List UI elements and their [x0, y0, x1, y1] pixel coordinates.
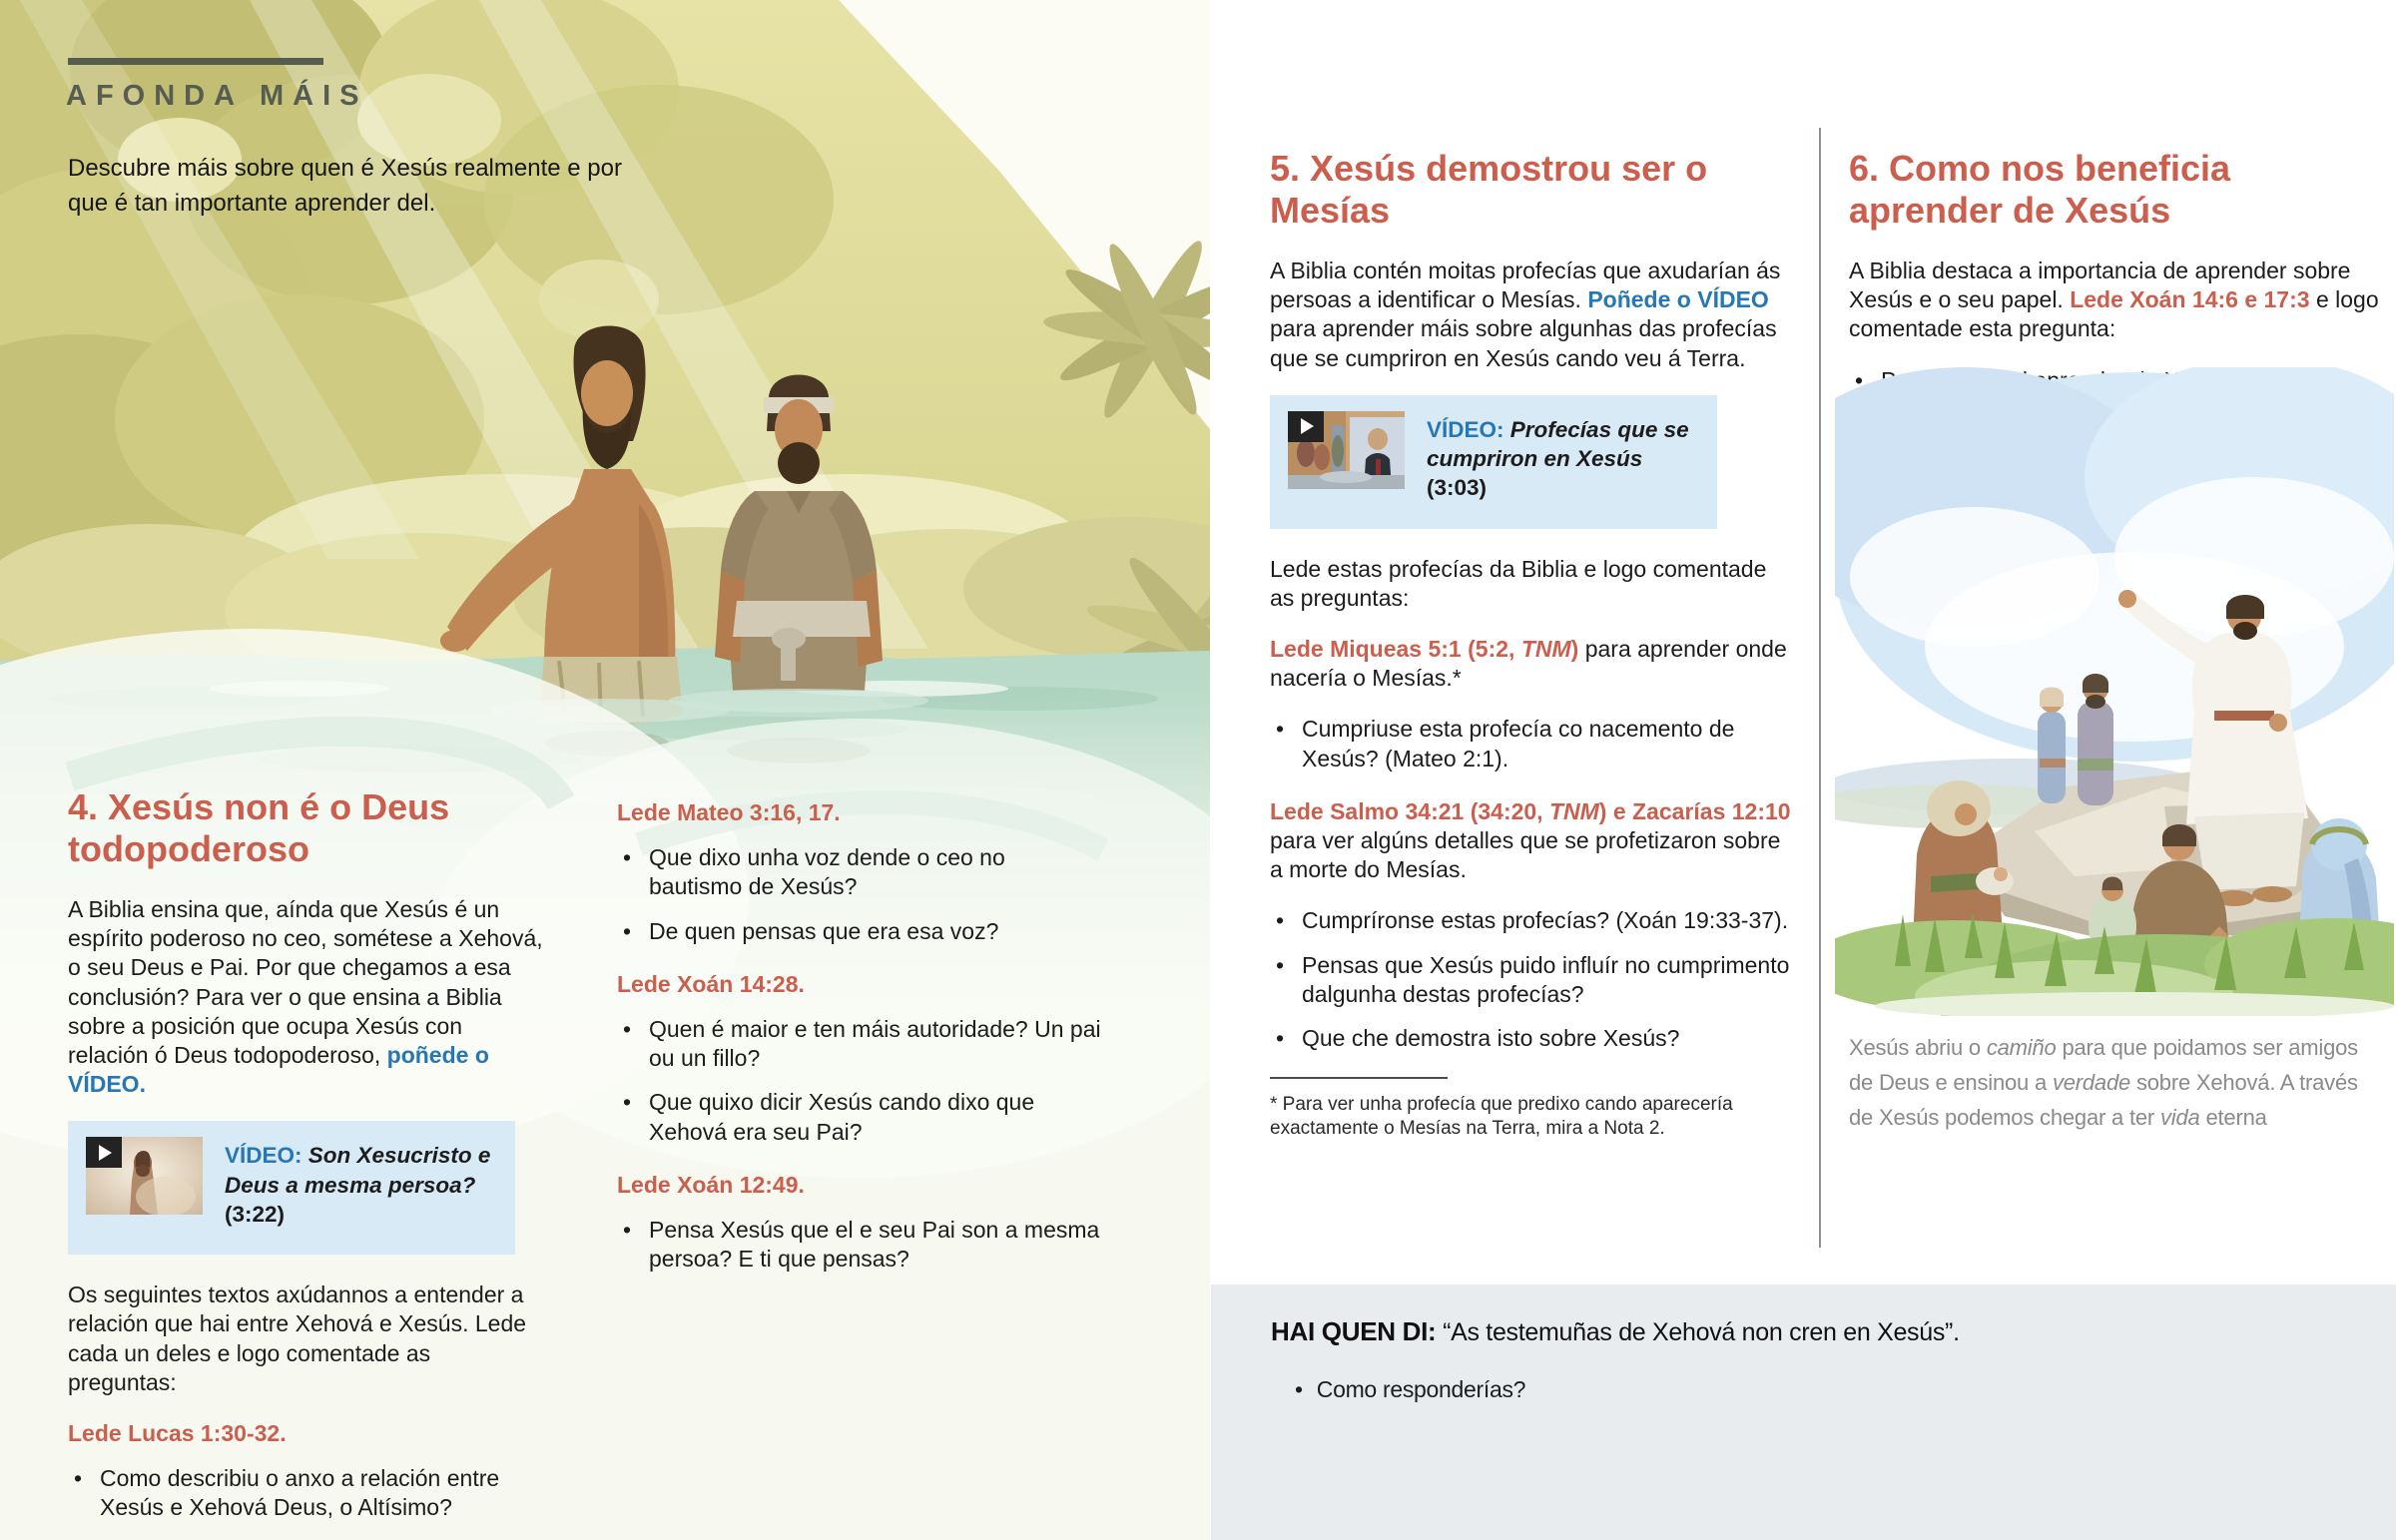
video-link-2[interactable]: Poñede o VÍDEO [1587, 286, 1769, 313]
objection-line [1271, 1316, 1960, 1347]
video-box-1[interactable] [68, 1121, 515, 1255]
section4-ref4-questions [617, 1216, 1102, 1274]
scripture-ref-xoan-14-6: Lede Xoán 14:6 e 17:3 [2070, 286, 2310, 313]
question-item: • Quen é maior e ten máis autoridade? Un pai ou un fillo? [617, 1015, 1102, 1073]
section5-miqueas-questions [1270, 715, 1797, 772]
scripture-ref-xoan-12-49: Lede Xoán 12:49. [617, 1171, 805, 1198]
question-item: • Que dixo unha voz dende o ceo no bautismo de Xesús? [617, 843, 1102, 901]
play-icon[interactable] [1288, 411, 1324, 442]
illustration-caption [1849, 1030, 2368, 1136]
video-thumbnail-1[interactable] [86, 1137, 203, 1215]
section5-paragraph-1 [1270, 257, 1797, 373]
ref-text: Lede Salmo 34:21 (34:20, [1270, 797, 1549, 824]
section5-miqueas-paragraph [1270, 635, 1797, 693]
video-duration-2: (3:03) [1427, 475, 1488, 501]
question-item: • Como describiu o anxo a relación entre Xesús e Xehová Deus, o Altísimo? [68, 1464, 545, 1522]
objection-question: • Como responderías? [1295, 1376, 1525, 1403]
section4-ref2-questions [617, 843, 1102, 946]
intro-text: Descubre máis sobre quen é Xesús realmente e por que é tan importante aprender del. [68, 155, 622, 217]
section6-paragraph-1-text: A Biblia destaca a importancia de aprender sobre Xesús e o seu papel. [1849, 257, 2351, 313]
video-caption-2 [1427, 411, 1699, 503]
caption-text: para que poidamos ser amigos de Deus e ensinou a [1849, 1035, 2358, 1096]
section4-paragraph-1 [68, 895, 545, 1099]
section4-ref3-questions [617, 1015, 1102, 1147]
question-item: • Pensa Xesús que el e seu Pai son a mesma persoa? E ti que pensas? [617, 1216, 1102, 1274]
play-icon[interactable] [86, 1137, 122, 1168]
scripture-ref-lucas: Lede Lucas 1:30-32. [68, 1419, 287, 1446]
question-item: • Cumpriuse esta profecía co nacemento de Xesús? (Mateo 2:1). [1270, 715, 1797, 772]
ref-text-end: ) e Zacarías 12:10 [1598, 797, 1791, 824]
ref-text: Lede Miqueas 5:1 (5:2, [1270, 635, 1521, 662]
question-item: • Pensas que Xesús puido influír no cumprimento dalgunha destas profecías? [1270, 951, 1797, 1009]
kicker: AFONDA MÁIS [66, 80, 368, 112]
salmo-rest: para ver algúns detalles que se profetizaron sobre a morte do Mesías. [1270, 826, 1781, 883]
teaching-illustration [1835, 367, 2394, 1016]
section5-paragraph-1-text: A Biblia contén moitas profecías que axudarían ás persoas a identificar o Mesías. [1270, 257, 1781, 313]
video-label-2: VÍDEO: [1427, 416, 1504, 442]
objection-quote: “As testemuñas de Xehová non cren en Xesús”. [1443, 1318, 1960, 1346]
caption-text: eterna [2199, 1105, 2267, 1131]
kicker-rule [68, 58, 323, 65]
question-item: • Que quixo dicir Xesús cando dixo que Xehová era seu Pai? [617, 1088, 1102, 1146]
ref-text-end: ) [1570, 635, 1579, 662]
question-item: • Cumpríronse estas profecías? (Xoán 19:33-37). [1270, 906, 1797, 935]
miqueas-rest: para aprender onde nacería o Mesías.* [1270, 635, 1787, 692]
video-box-2[interactable] [1270, 395, 1717, 529]
section4-ref1-questions [68, 1464, 545, 1522]
section4-paragraph-2: Os seguintes textos axúdannos a entender a relación que hai entre Xehová e Xesús. Lede cada un deles e logo comentade as preguntas: [68, 1282, 527, 1395]
footnote: * Para ver unha profecía que predixo cando aparecería exactamente o Mesías na Terra, mira a Nota 2. [1270, 1094, 1733, 1139]
scripture-ref-xoan-14-28: Lede Xoán 14:28. [617, 970, 805, 997]
video-label-1: VÍDEO: [225, 1143, 302, 1169]
footnote-rule [1270, 1077, 1448, 1079]
ref-tnm: TNM [1520, 635, 1571, 662]
ref-tnm: TNM [1548, 797, 1599, 824]
caption-text: sobre Xehová. A través de Xesús podemos chegar a ter [1849, 1070, 2358, 1131]
video-title-1: Son Xesucristo e Deus a mesma persoa? [225, 1143, 491, 1198]
section5-title: 5. Xesús demostrou ser o Mesías [1270, 148, 1708, 232]
column-divider [1819, 128, 1821, 1248]
figure-standing-woman [2038, 688, 2066, 804]
video-duration-1: (3:22) [225, 1201, 286, 1227]
section4-title: 4. Xesús non é o Deus todopoderoso [68, 786, 450, 870]
scripture-ref-mateo: Lede Mateo 3:16, 17. [617, 799, 841, 825]
caption-italic: vida [2159, 1105, 2200, 1131]
section5-paragraph-1-rest: para aprender máis sobre algunhas das profecías que se cumpriron en Xesús cando veu á Terra. [1270, 315, 1777, 371]
question-item: • Que che demostra isto sobre Xesús? [1270, 1024, 1797, 1053]
section6-paragraph-1 [1849, 257, 2388, 344]
section4-column-2 [617, 798, 1102, 1297]
video-thumbnail-2[interactable] [1288, 411, 1405, 489]
caption-text: Xesús abriu o [1849, 1035, 1987, 1060]
caption-italic: camiño [1986, 1035, 2057, 1060]
objection-label: HAI QUEN DI: [1271, 1316, 1437, 1346]
section4-paragraph-1-text: A Biblia ensina que, aínda que Xesús é un espírito poderoso no ceo, sométese a Xehová, o seu Deus e Pai. Por que chegamos a esa conclusión? Para ver o que ensina a Biblia sobre a posición que ocupa Xesús con relación ó Deus todopoderoso, [68, 895, 543, 1068]
scripture-ref-miqueas [1270, 636, 1578, 662]
section4-column-1 [68, 786, 545, 1540]
section5-paragraph-2: Lede estas profecías da Biblia e logo comentade as preguntas: [1270, 555, 1767, 611]
question-item: • De quen pensas que era esa voz? [617, 917, 1102, 946]
video-link-1[interactable]: poñede o VÍDEO. [68, 1041, 489, 1098]
section6-paragraph-1-rest: e logo comentade esta pregunta: [1849, 286, 2379, 342]
caption-italic: verdade [2052, 1070, 2131, 1096]
scripture-ref-salmo [1270, 798, 1791, 824]
section5-salmo-paragraph [1270, 797, 1797, 885]
section5-column [1270, 148, 1797, 1141]
section5-salmo-questions [1270, 906, 1797, 1053]
video-title-2: Profecías que se cumpriron en Xesús [1427, 416, 1689, 471]
section6-title: 6. Como nos beneficia aprender de Xesús [1849, 148, 2231, 232]
objection-box [1211, 1284, 2396, 1540]
video-caption-1 [225, 1137, 497, 1229]
